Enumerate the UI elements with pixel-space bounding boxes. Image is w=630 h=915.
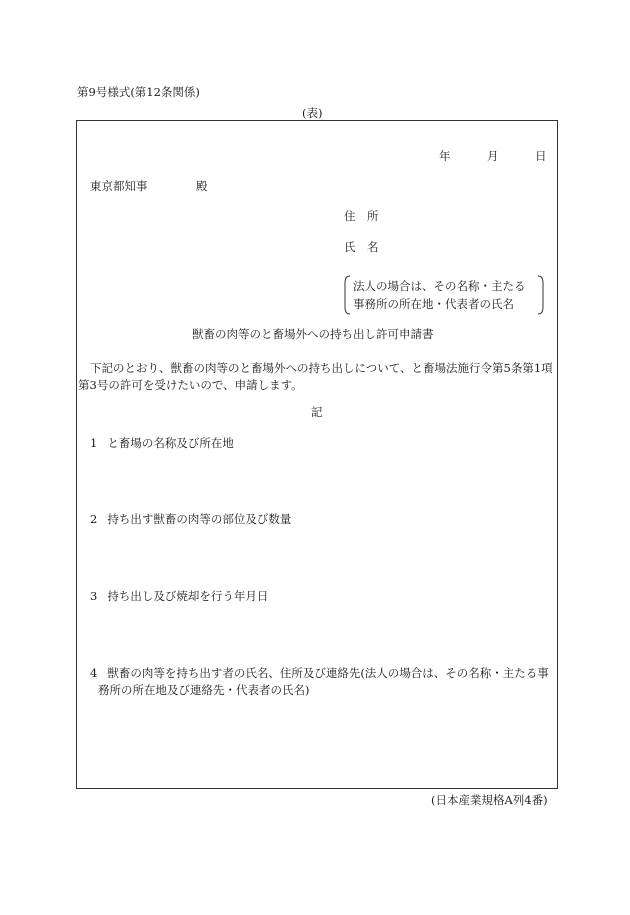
ki-label: 記 xyxy=(311,405,323,419)
date-day-label: 日 xyxy=(535,149,547,163)
item-text: と畜場の名称及び所在地 xyxy=(107,436,234,450)
side-label: (表) xyxy=(302,106,323,120)
corporate-note-line1: 法人の場合は、その名称・主たる xyxy=(353,279,526,293)
document-title: 獣畜の肉等のと畜場外への持ち出し許可申請書 xyxy=(192,327,434,341)
item-text: 持ち出す獣畜の肉等の部位及び数量 xyxy=(107,512,292,526)
item-number: 1 xyxy=(90,436,98,450)
item-2 xyxy=(90,512,291,526)
item-text: 持ち出し及び焼却を行う年月日 xyxy=(107,589,269,603)
paper-size-note: (日本産業規格A列4番) xyxy=(431,793,548,807)
item-1 xyxy=(90,436,234,450)
address-label: 住 所 xyxy=(344,209,379,223)
form-number: 第9号様式(第12条関係) xyxy=(77,85,200,99)
item-4 xyxy=(90,665,555,699)
item-3 xyxy=(90,589,268,603)
addressee-name: 東京都知事 xyxy=(90,179,148,193)
date-year-label: 年 xyxy=(439,149,451,163)
corporate-note-line2: 事務所の所在地・代表者の氏名 xyxy=(353,297,514,311)
addressee-honorific: 殿 xyxy=(196,179,208,193)
date-month-label: 月 xyxy=(487,149,499,163)
body-paragraph: 下記のとおり、獣畜の肉等のと畜場外への持ち出しについて、と畜場法施行令第5条第1項第3号の許可を受けたいので、申請します。 xyxy=(78,361,553,392)
item-text-continued: 務所の所在地及び連絡先・代表者の氏名) xyxy=(98,683,310,697)
item-number: 3 xyxy=(90,589,98,603)
item-number: 2 xyxy=(90,512,98,526)
item-text: 獣畜の肉等を持ち出す者の氏名、住所及び連絡先(法人の場合は、その名称・主たる事 xyxy=(107,666,549,680)
name-label: 氏 名 xyxy=(344,240,379,254)
item-number: 4 xyxy=(90,666,98,680)
